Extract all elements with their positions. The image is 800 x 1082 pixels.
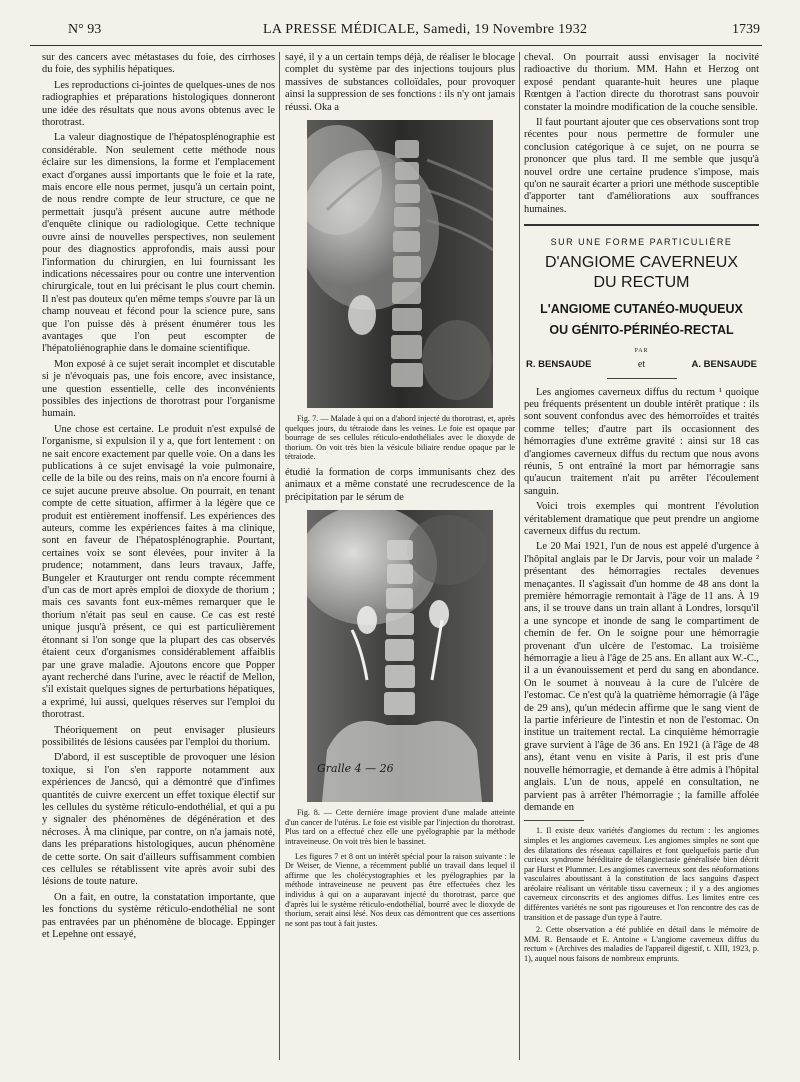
paragraph: Les angiomes caverneux diffus du rectum ¹ quoique peu fréquents présentent un double intérêt pratique : ils sont souvent confondus avec des hémorroïdes et traités comme telles; d'autre part ils occasionnent des hémorragies d'une extrême gravité : ainsi sur 18 cas d'angiomes caverneux diffus du rectum que nous avons réunis, 5 ont entraîné la mort par hémorragie sans qu'aucun traitement n'ait pu arrêter l'écoulement sanguin. (524, 386, 759, 497)
figure-8-note: Les figures 7 et 8 ont un intérêt spécial pour la raison suivante : le Dr Weiser, de Vienne, a récemment publié un travail dans lequel il affirme que les cholécystographies et les pyélographies par la méthode intraveineuse ne peuvent pas être effectuées chez les individus à qui on a auparavant injecté du thorotrast, parce que d'après lui le système réticulo-endothélial, bourré avec le dioxyde de thorium, serait ainsi lésé. Nos deux cas démontrent que ces assertions ne sont pas tout à fait justes. (285, 851, 515, 928)
page-header (28, 22, 760, 42)
paragraph: Mon exposé à ce sujet serait incomplet et discutable si je n'évoquais pas, une fois encore, avec insistance, une question essentielle, celle des inconvénients possibles des injections de thorotrast pour l'organisme humain. (42, 358, 275, 420)
paragraph: sur des cancers avec métastases du foie, des cirrhoses du foie, des syphilis hépatiques. (42, 52, 275, 76)
paragraph: sayé, il y a un certain temps déjà, de réaliser le blocage complet du système par des injections toujours plus massives de substances colloïdales, pour provoquer ainsi la suppression de ses fonctions : ils n'y ont jamais réussi. Oka a (285, 52, 515, 113)
authors-line (526, 359, 757, 371)
journal-title: LA PRESSE MÉDICALE, Samedi, 19 Novembre 1932 (263, 22, 588, 37)
figure-7-xray-image (307, 120, 493, 408)
paragraph: cheval. On pourrait aussi envisager la nocivité radioactive du thorium. MM. Hahn et Herzog ont exposé pendant quarante-huit heures une plaque Rœntgen à l'action directe du thorotrast sans pouvoir constater la moindre modification de la couche sensible. (524, 52, 759, 113)
figure-8-xray-image (307, 510, 493, 802)
footnote: 1. Il existe deux variétés d'angiomes du rectum : les angiomes simples et les angiomes caverneux. Les angiomes simples ne sont que des dilatations des réseaux capillaires et font quelquefois partie d'un curieux syndrome héréditaire de télangiectasie généralisée bien décrit par Hurst et Plummer. Les angiomes caverneux sont des néoformations vasculaires aboutissant à la constitution de lacs sanguins d'aspect aréolaire réalisant un véritable tissu caverneux ; il y a des angiomes caverneux circonscrits et des angiomes diffus. Les limites entre ces différentes variétés ne sont pas rigoureuses et l'on rencontre des cas de transition et de passage d'un type à l'autre. (524, 826, 759, 922)
article-title-line2: DU RECTUM (593, 273, 690, 291)
footnote: 2. Cette observation a été publiée en détail dans le mémoire de MM. R. Bensaude et E. Antoine « L'angiome caverneux diffus du rectum » (Archives des maladies de l'appareil digestif, t. XIII, 1923, p. 1), auquel nous faisons de nombreux emprunts. (524, 925, 759, 964)
author-1: R. BENSAUDE (526, 359, 592, 371)
paragraph: On a fait, en outre, la constatation importante, que les fonctions du système réticulo-endothélial ne sont pas entravées par un phénomène de blocage. Eppinger et Lepehne ont essayé, (42, 891, 275, 941)
article-separator (524, 224, 759, 226)
paragraph: Théoriquement on peut envisager plusieurs possibilités de lésions causées par l'emploi du thorium. (42, 724, 275, 748)
page-number: 1739 (732, 22, 760, 37)
paragraph: D'abord, il est susceptible de provoquer une lésion toxique, si l'on s'en rapporte notamment aux expériences de Jancsó, qui a démontré que d'infimes quantités de cuivre exercent un effet toxique électif sur les cellules du système réticulo-endothélial, et qui a pu y signaler des phénomènes de dégénération et des nécroses. À ma clinique, par contre, on n'a jamais noté, dans les préparations histologiques, aucun phénomène de cette sorte. On sait d'ailleurs suffisamment combien ces cellules se rétablissent vite après avoir subi des lésions de toute nature. (42, 752, 275, 888)
paragraph: étudié la formation de corps immunisants chez des animaux et a même constaté une recrudescence de la précipitation par le sérum de (285, 467, 515, 503)
author-conjunction: et (637, 359, 646, 371)
paragraph: Le 20 Mai 1921, l'un de nous est appelé d'urgence à l'hôpital anglais par le Dr Jarvis, pour voir un malade ² présentant des hémorragies rectales devenues menaçantes. Il s'agissait d'un homme de 48 ans dont la première hémorragie remontait à l'âge de 11 ans. À 19 ans, il se trouve dans un train allant à Londres, lorsqu'il a une syncope et inonde de sang le compartiment de chemin de fer. On le soigne pour une hémorragie provenant d'un ulcère de l'estomac. La troisième hémorragie a lieu à l'âge de 25 ans. En allant aux W.-C., il a un évanouissement et perd du sang en abondance. On le soumet à nouveau à la cure de l'ulcère de l'estomac. Ce n'est qu'à la quatrième hémorragie (à l'âge de 29 ans), qu'un médecin affirme que le sang vient de la partie inférieure de l'intestin et non de l'estomac. On institue un traitement rectal. La cinquième hémorragie grave survient à l'âge de 36 ans. En 1921 (à l'âge de 48 ans), étant venu en visite à Paris, il est pris d'une nouvelle hémorragie, et demande à être admis à l'hôpital anglais. L'un de nous, appelé en consultation, ne parvient pas à arrêter l'hémorragie ; la famille affolée demande en (524, 541, 759, 813)
paragraph: Voici trois exemples qui montrent l'évolution véritablement dramatique que peut prendre un angiome caverneux diffus du rectum. (524, 501, 759, 537)
paragraph: Une chose est certaine. Le produit n'est expulsé de l'organisme, si expulsion il y a, que fort lentement : on ne sait encore exactement par quelle voie. On a dans les publications à ce sujet envisagé la voie pulmonaire, celle de la bile ou des reins, mais on n'a encore fourni à ce sujet aucune preuve absolue. On pourrait, en tenant compte de cette situation, affirmer à la légère que ce produit est entièrement inoffensif. Les expériences des auteurs, comme les expériences faites à ma clinique, sont en faveur de l'hépatosplénographie. Pourtant, certaines voix se sont élevées, pour inviter à la prudence; notamment, dans leurs travaux, Jaffe, Bungeler et Krauturger ont rendu compte récemment d'un cas de mort après emploi de dioxyde de thorium ; mais ces savants font eux-mêmes remarquer que le thorium n'était pas seul en cause. Ce cas est resté unique jusqu'à présent, ce qui est particulièrement étonnant si l'on songe que la plupart des cas observés étaient ceux d'organismes considérablement affaiblis par une grave maladie. Ajoutons encore que Popper ayant recherché dans l'urine, avec le réactif de Mellon, s'il existait quelques signes de perturbations hépatiques, a exprimé, lui aussi, quelques réserves sur l'emploi du thorotrast. (42, 423, 275, 721)
paragraph: Les reproductions ci-jointes de quelques-unes de nos radiographies et préparations histologiques donneront une idée des résultats que nous avons obtenus avec le thorotrast. (42, 79, 275, 129)
column-divider (279, 52, 280, 1060)
article-kicker: SUR UNE FORME PARTICULIÈRE (550, 237, 733, 248)
figure-8-caption: Fig. 8. — Cette dernière image provient d'une malade atteinte d'un cancer de l'utérus. Le foie est visible par l'injection du thorotrast. Plus tard on a effectué chez elle une pyélographie par la méthode intraveineuse. On voit très bien le bassinet. (285, 808, 515, 846)
paragraph: Il faut pourtant ajouter que ces observations sont trop récentes pour nous permettre de formuler une conclusion catégorique à ce sujet, on ne pourra se prononcer que plus tard. Il me semble que jusqu'à nouvel ordre une certaine prudence s'impose, mais qu'on ne saurait écarter a priori une méthode susceptible d'apporter tant d'améliorations aux souffrances humaines. (524, 117, 759, 215)
column-divider (519, 52, 520, 1060)
footnote-rule (524, 820, 584, 821)
xray-image-fig8 (307, 510, 493, 802)
column-3 (524, 52, 759, 967)
issue-number: N° 93 (68, 22, 102, 37)
figure-7-caption: Fig. 7. — Malade à qui on a d'abord injecté du thorotrast, et, après quelques jours, du tétraiode dans les veines. Le foie est opaque par bourrage de ses cellules réticulo-endothéliales avec le dioxyde de thorium. On voit très bien la vésicule biliaire rendue opaque par le tétraiode. (285, 414, 515, 462)
by-label: PAR (634, 347, 649, 354)
header-rule (30, 45, 762, 46)
xray-image-fig7 (307, 120, 493, 408)
handwritten-label: Gralle 4 — 26 (317, 762, 394, 776)
article-subtitle-line1: L'ANGIOME CUTANÉO-MUQUEUX (540, 301, 743, 316)
article-title-line1: D'ANGIOME CAVERNEUX (544, 253, 738, 271)
column-1 (42, 52, 275, 944)
article-subtitle-line2: OU GÉNITO-PÉRINÉO-RECTAL (549, 322, 734, 337)
author-rule (607, 378, 677, 379)
column-2 (285, 52, 515, 933)
paragraph: La valeur diagnostique de l'hépatosplénographie est considérable. Non seulement cette méthode nous éclaire sur les dimensions, la forme et l'emplacement exact d'organes aussi importants que le foie et la rate, mais encore elle nous permet, jusqu'à un certain point, de nous rendre compte de leur structure, ce que ne permettait jusqu'à présent aucune autre méthode d'enquête clinique ou radiologique. Cette technique ouvre ainsi de nouvelles perspectives, non seulement pour des diagnostics approfondis, mais aussi pour l'information du chirurgien, en lui fournissant les indications nécessaires pour ou contre une intervention chirurgicale, tout en lui précisant le plus court chemin. Il n'est pas douteux qu'en même temps s'ouvre par là un champ nouveau et fécond pour la science pure, sans que l'on puisse dès à présent énumérer tous les avantages que l'on peut escompter de l'hépatoliénographie dans le domaine scientifique. (42, 132, 275, 355)
author-2: A. BENSAUDE (691, 359, 757, 371)
